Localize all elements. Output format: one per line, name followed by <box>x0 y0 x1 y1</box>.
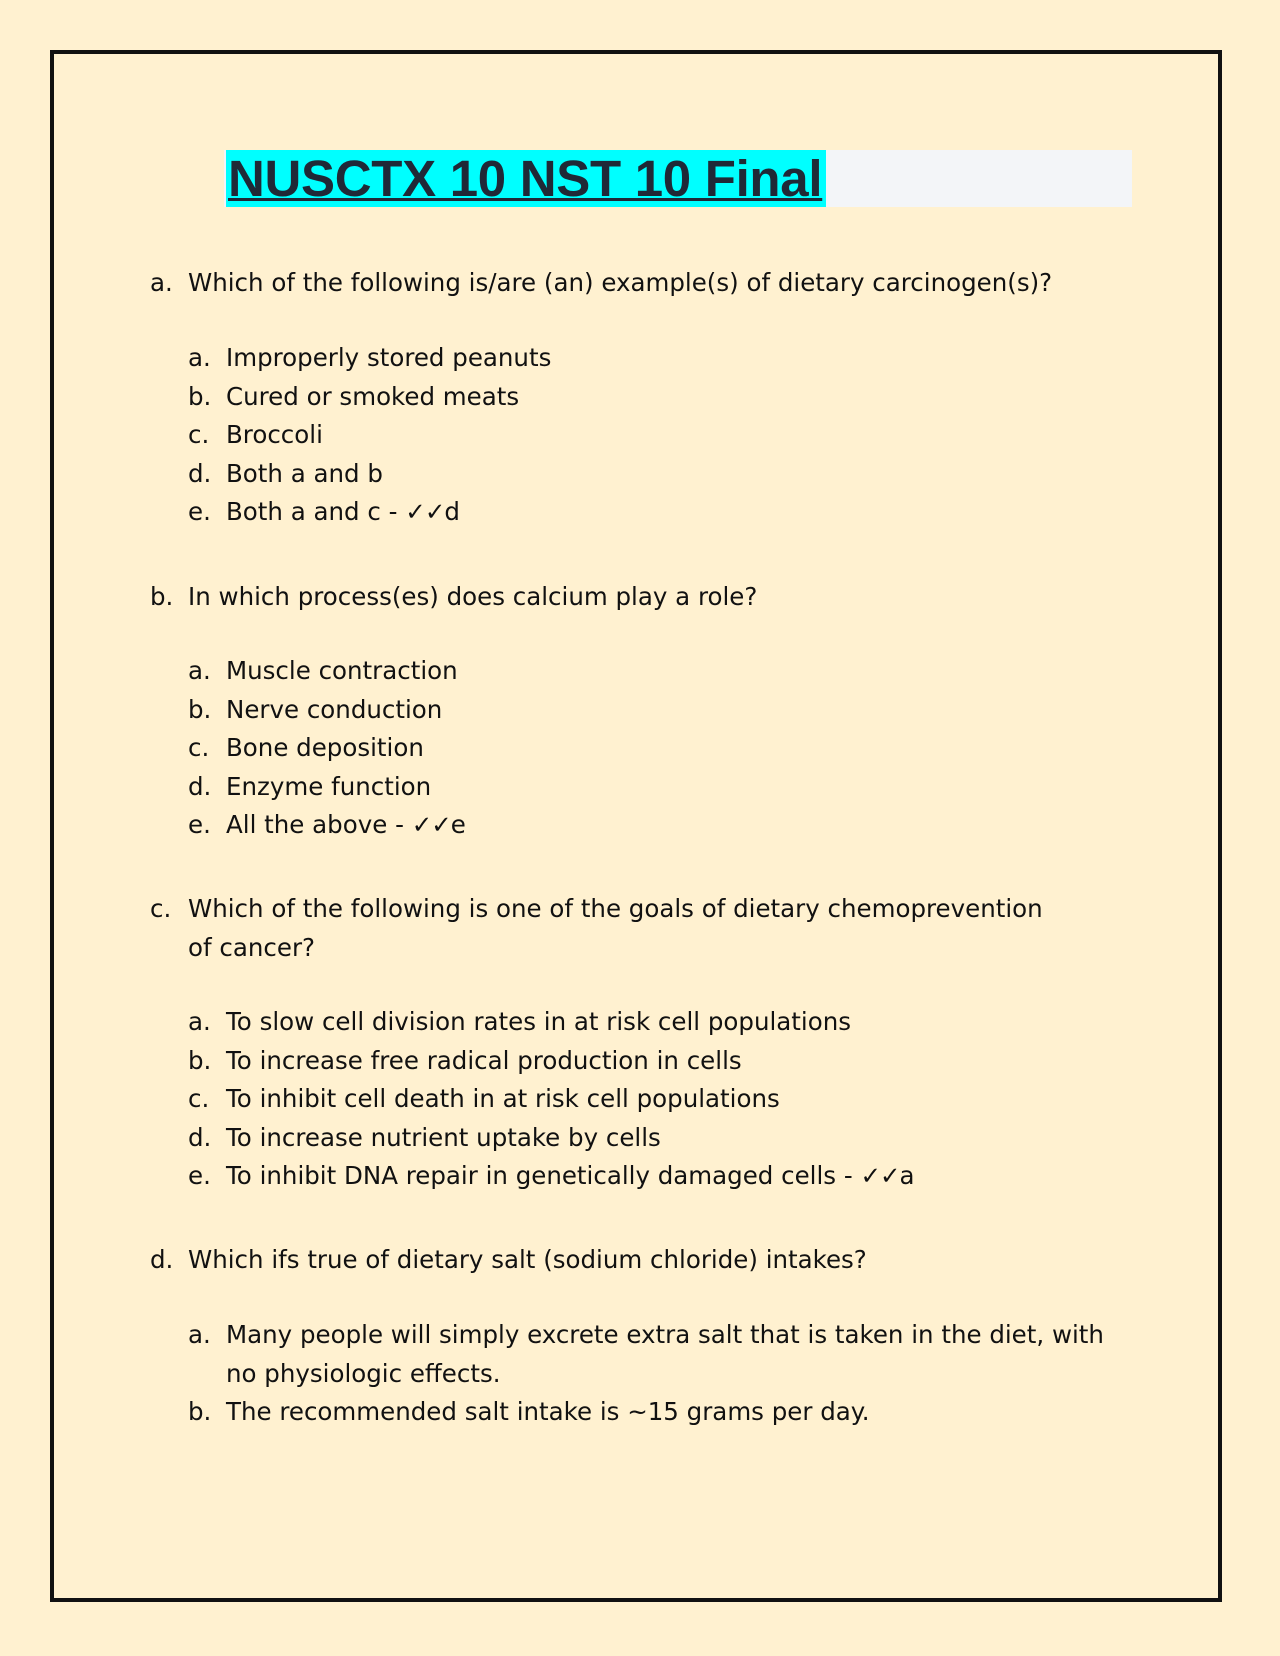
option-marker: d. <box>188 458 212 488</box>
option-marker: d. <box>188 771 212 801</box>
option-text: Cured or smoked meats <box>226 381 520 411</box>
options-list-b <box>188 652 1148 845</box>
option-marker: b. <box>188 1397 212 1426</box>
option-text: The recommended salt intake is ~15 grams per day. <box>226 1397 870 1426</box>
option-c <box>188 416 1148 455</box>
option-marker: a. <box>188 343 211 372</box>
option-b <box>188 378 1148 417</box>
option-text: Both a and b <box>226 458 383 488</box>
options-list-a <box>188 339 1148 532</box>
answer-key: d <box>444 497 460 526</box>
question-stem: Which of the following is/are (an) example(s) of dietary carcinogen(s)? <box>188 268 1053 297</box>
check-marks-icon: ✓✓ <box>405 497 445 526</box>
option-text: Muscle contraction <box>226 656 458 685</box>
question-stem: In which process(es) does calcium play a role? <box>188 582 758 611</box>
option-marker: a. <box>188 656 211 685</box>
question-marker: d. <box>150 1245 174 1274</box>
option-text: To inhibit cell death in at risk cell populations <box>226 1084 780 1113</box>
option-d <box>188 455 1148 494</box>
option-d <box>188 768 1148 807</box>
check-marks-icon: ✓✓ <box>860 1161 900 1190</box>
option-marker: e. <box>188 1161 211 1190</box>
option-c <box>188 1080 1148 1119</box>
option-marker: e. <box>188 810 211 839</box>
question-c <box>150 889 1140 967</box>
option-a <box>188 339 1148 378</box>
option-text: Nerve conduction <box>226 694 443 724</box>
option-a <box>188 1003 1148 1042</box>
option-text: Many people will simply excrete extra salt that is taken in the diet, with no physiologic effects. <box>226 1320 1104 1388</box>
option-text: Bone deposition <box>226 733 424 762</box>
option-text: All the above - <box>226 810 412 839</box>
question-stem: Which ifs true of dietary salt (sodium chloride) intakes? <box>188 1245 867 1274</box>
answer-key: a <box>899 1161 915 1190</box>
option-e <box>188 1157 1148 1196</box>
option-e <box>188 806 1148 845</box>
question-marker: c. <box>150 894 172 923</box>
question-marker: a. <box>150 268 173 297</box>
question-d <box>150 1240 1140 1279</box>
option-marker: d. <box>188 1122 212 1152</box>
option-c <box>188 729 1148 768</box>
option-marker: c. <box>188 420 210 449</box>
answer-key: e <box>450 810 466 839</box>
option-marker: a. <box>188 1320 211 1349</box>
option-d <box>188 1119 1148 1158</box>
options-list-c <box>188 1003 1148 1196</box>
question-marker: b. <box>150 582 174 611</box>
option-e <box>188 493 1148 532</box>
option-marker: a. <box>188 1007 211 1036</box>
option-b <box>188 691 1148 730</box>
option-text: To increase nutrient uptake by cells <box>226 1122 661 1152</box>
question-a <box>150 263 1140 302</box>
option-text: To slow cell division rates in at risk cell populations <box>226 1007 852 1036</box>
document-title: NUSCTX 10 NST 10 Final <box>226 150 826 207</box>
question-b <box>150 577 1140 616</box>
option-marker: b. <box>188 694 212 724</box>
option-text: Broccoli <box>226 420 323 449</box>
option-marker: e. <box>188 497 211 526</box>
options-list-d <box>188 1316 1148 1432</box>
check-marks-icon: ✓✓ <box>411 810 451 839</box>
option-a <box>188 1316 1148 1393</box>
option-marker: c. <box>188 733 210 762</box>
option-a <box>188 652 1148 691</box>
option-text: To increase free radical production in cells <box>226 1045 742 1075</box>
option-b <box>188 1393 1148 1432</box>
option-marker: c. <box>188 1084 210 1113</box>
option-marker: b. <box>188 381 212 411</box>
option-b <box>188 1042 1148 1081</box>
option-text: Enzyme function <box>226 771 432 801</box>
option-text: Both a and c - <box>226 497 406 526</box>
question-stem: Which of the following is one of the goals of dietary chemoprevention of cancer? <box>188 894 1043 962</box>
option-marker: b. <box>188 1045 212 1075</box>
option-text: Improperly stored peanuts <box>226 343 552 372</box>
option-text: To inhibit DNA repair in genetically damaged cells - <box>226 1161 861 1190</box>
